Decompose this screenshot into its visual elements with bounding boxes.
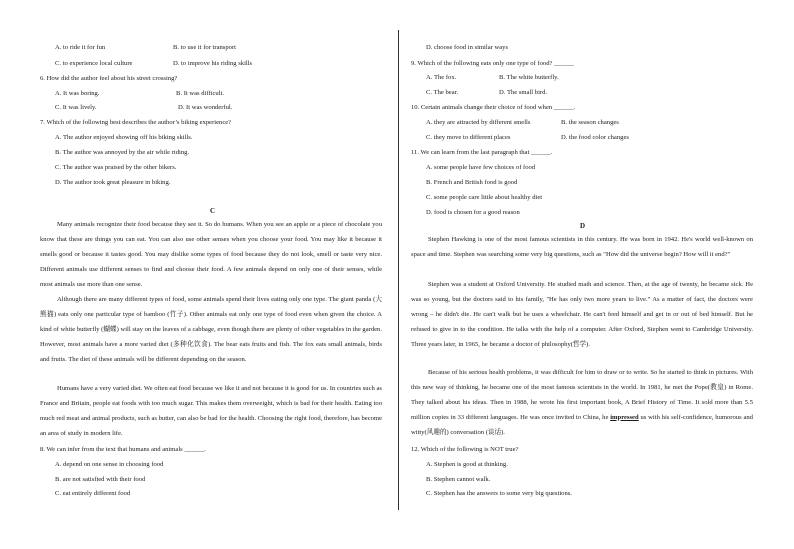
passage-d-p3-text-a: Because of his serious health problems, it was difficult for him to draw or to write. So he started to think in pictures. With this new way of thinking, he became one of the most famous scientists in the world. In 1981, he met the Pope(教皇) in Rome. They talked about his ideas. Then in 1988, he wrote his first important book, A Brief History of Time. It sold more than 5.5 million copies in 33 different languages. He was once invited to China, he bbox=[411, 369, 753, 421]
passage-c-paragraph-1: Many animals recognize their food because they see it. So do humans. When you see an apple or a piece of chocolate you know that these are things you can eat. You can also use other senses when you choose your food. You may like it because it smells good or because it tastes good. You may dislike some types of food because they do not look, smell or taste very nice. Different animals use different senses to find and choose their food. A few animals depend on only one of their senses, while most animals use more than one sense. bbox=[40, 221, 382, 288]
q7-question: 7. Which of the following best describes the author’s biking experience? bbox=[40, 119, 232, 126]
q6-option-c: C. It was lively. bbox=[55, 104, 97, 111]
q11-option-d: D. food is chosen for a good reason bbox=[426, 209, 520, 216]
q8-option-a: A. depend on one sense in choosing food bbox=[55, 461, 164, 468]
passage-d-paragraph-3 bbox=[411, 366, 753, 441]
q5-option-d: D. to improve his riding skills bbox=[173, 60, 253, 67]
q12-option-c: C. Stephen has the answers to some very big questions. bbox=[426, 490, 572, 497]
passage-c-paragraph-2: Although there are many different types of food, some animals spend their lives eating only one type. The giant panda (大熊猫) eats only one particular type of bamboo (竹子). Other animals eat only one type of food even when given the choice. A kind of white butterfly (蝴蝶) will stay on the leaves of a cabbage, even though there are plenty of other vegetables in the garden. However, most animals have a more varied diet (多种化饮食). The bear eats fruits and fish. The fox eats small animals, birds and fruits. The diet of these animals will be different depending on the season. bbox=[40, 296, 382, 363]
q5-option-c: C. to experience local culture bbox=[55, 60, 133, 67]
q9-option-a: A. The fox. bbox=[426, 74, 457, 81]
passage-d-paragraph-1: Stephen Hawking is one of the most famous scientists in this century. He was born in 1942. He's world well-known on space and time. Stephen was searching some very big questions, such as "How did the universe begin? How will it end?" bbox=[411, 236, 753, 258]
q12-option-a: A. Stephen is good at thinking. bbox=[426, 461, 508, 468]
q8-option-c: C. eat entirely different food bbox=[55, 490, 131, 497]
q9-option-d: D. The small bird. bbox=[499, 89, 548, 96]
q6-option-a: A. It was boring. bbox=[55, 90, 100, 97]
q11-option-b: B. French and British food is good bbox=[426, 179, 518, 186]
q6-question: 6. How did the author feel about his street crossing? bbox=[40, 75, 178, 82]
q9-option-c: C. The bear. bbox=[426, 89, 459, 96]
q12-question: 12. Which of the following is NOT true? bbox=[411, 446, 519, 453]
q5-option-b: B. to use it for transport bbox=[173, 44, 236, 51]
q12-option-b: B. Stephen cannot walk. bbox=[426, 476, 491, 483]
passage-c-paragraph-3: Humans have a very varied diet. We often eat food because we like it and not because it is good for us. In countries such as France and Britain, people eat foods with too much sugar. This makes them overweight, which is bad for their health. Eating too much red meat and animal products, such as butter, can also be bad for the health. Choosing the right food, therefore, has become an area of study in modern life. bbox=[40, 385, 382, 437]
q7-option-a: A. The author enjoyed showing off his biking skills. bbox=[55, 134, 193, 141]
q8-question: 8. We can infer from the text that humans and animals ______. bbox=[40, 446, 206, 453]
q10-option-d: D. the food color changes bbox=[561, 134, 629, 141]
section-d-heading: D bbox=[579, 222, 586, 230]
q10-question: 10. Certain animals change their choice of food when ______. bbox=[411, 104, 576, 111]
q7-option-b: B. The author was annoyed by the air while riding. bbox=[55, 149, 190, 156]
q10-option-c: C. they move to different places bbox=[426, 134, 511, 141]
column-divider bbox=[398, 30, 399, 510]
q9-option-b: B. The white butterfly. bbox=[499, 74, 559, 81]
q7-option-d: D. The author took great pleasure in biking. bbox=[55, 179, 171, 186]
q11-option-a: A. some people have few choices of food bbox=[426, 164, 536, 171]
passage-d-paragraph-2: Stephen was a student at Oxford University. He studied math and science. Then, at the age of twenty, he became sick. He was so young, but the doctors said to his family, "He has only two more years to live." As a matter of fact, the doctors were wrong – he didn't die. He can't walk but he uses a wheelchair. He can't feed himself and get in or out of bed himself. But he refused to give in to the condition. He talks with the help of a computer. After Oxford, Stephen went to Cambridge University. Three years later, in 1965, he became a doctor of philosophy(哲学). bbox=[411, 281, 753, 348]
q9-question: 9. Which of the following eats only one type of food? ______ bbox=[411, 60, 574, 67]
q6-option-b: B. It was difficult. bbox=[176, 90, 225, 97]
underlined-word-impressed: impressed bbox=[610, 413, 639, 421]
passage-d-p3-text-b: us with his self-confidence, humorous and witty(风趣的) conversation (谈话). bbox=[411, 413, 753, 436]
q11-option-c: C. some people care little about healthy diet bbox=[426, 194, 543, 201]
q6-option-d: D. It was wonderful. bbox=[178, 104, 233, 111]
q11-question: 11. We can learn from the last paragraph that ______. bbox=[411, 149, 553, 156]
q8-option-d: D. choose food in similar ways bbox=[426, 44, 509, 51]
q8-option-b: B. are not satisfied with their food bbox=[55, 476, 146, 483]
q5-option-a: A. to ride it for fun bbox=[55, 44, 106, 51]
q10-option-a: A. they are attracted by different smells bbox=[426, 119, 531, 126]
section-c-heading: C bbox=[209, 207, 216, 215]
q10-option-b: B. the season changes bbox=[561, 119, 619, 126]
q7-option-c: C. The author was praised by the other bikers. bbox=[55, 164, 177, 171]
